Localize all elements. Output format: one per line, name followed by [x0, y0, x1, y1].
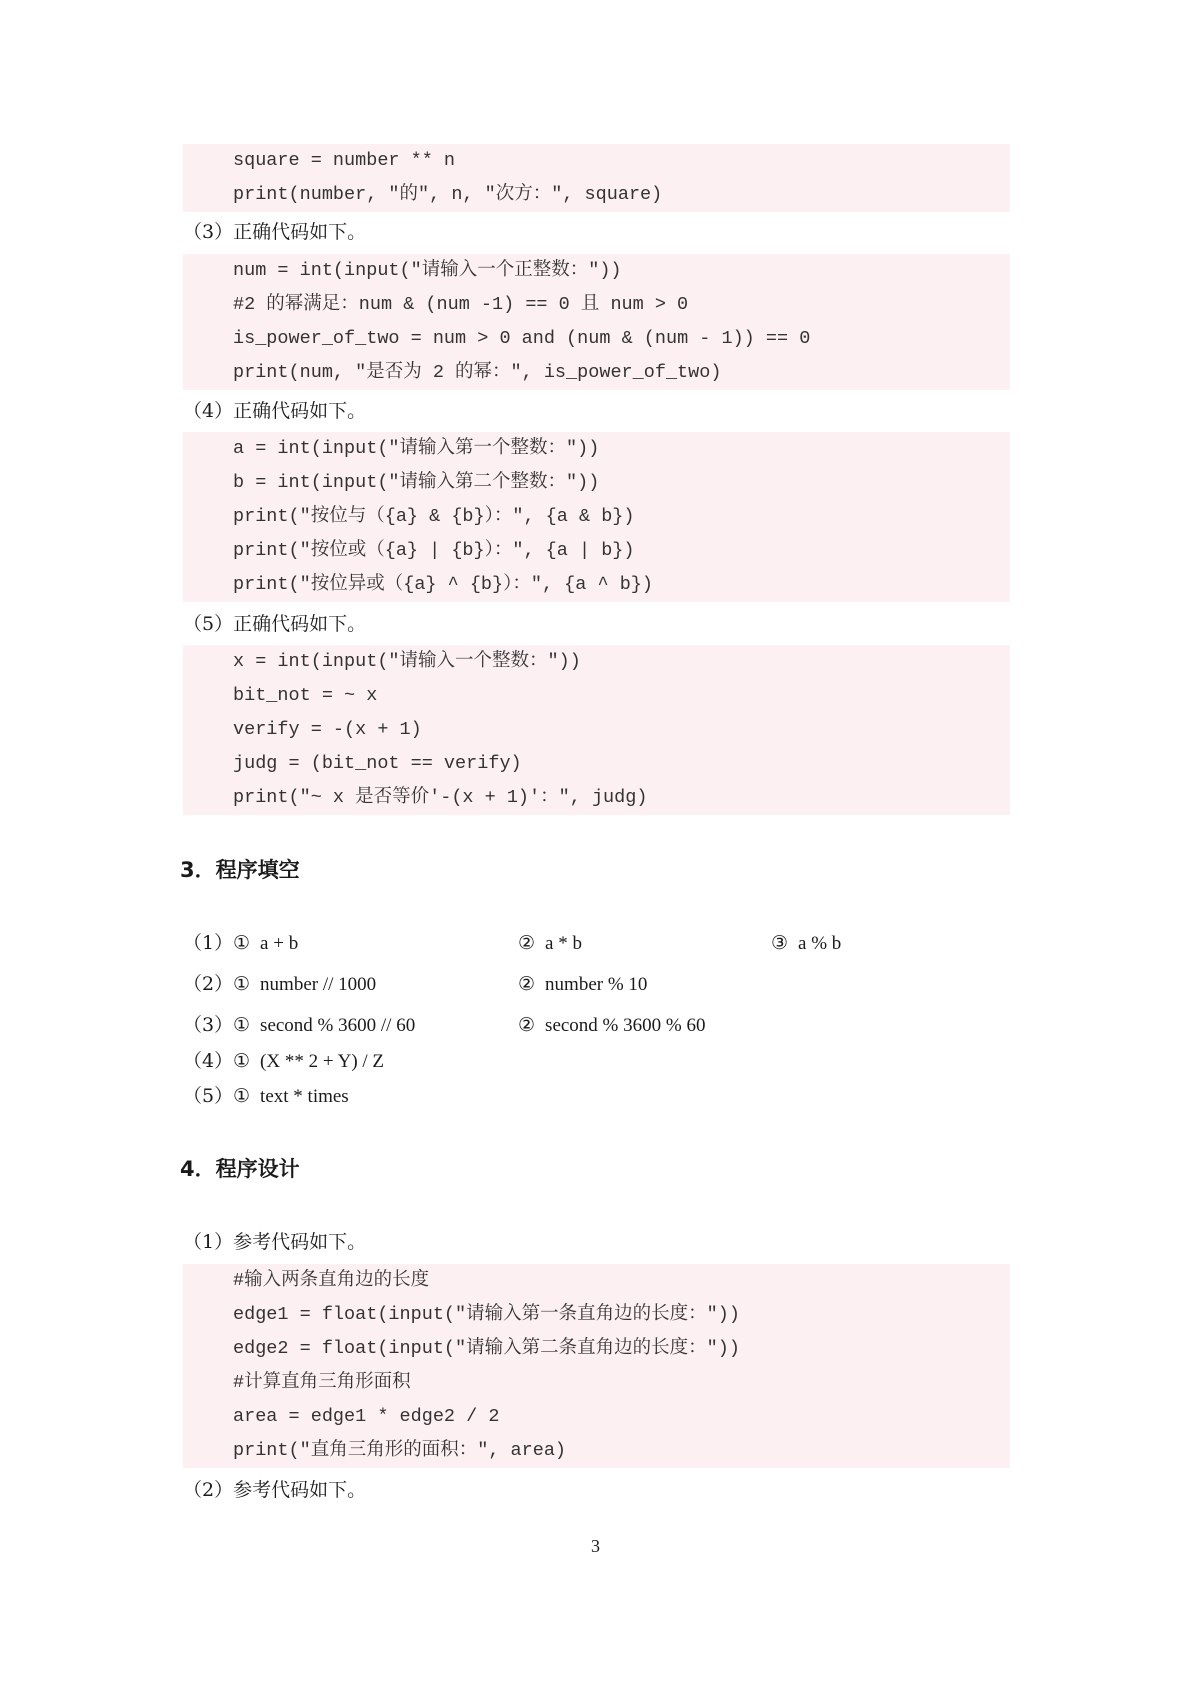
fill-answer: ② second % 3600 % 60	[518, 1014, 706, 1036]
caption-4: （4）正确代码如下。	[183, 400, 367, 422]
fill-answer: ② a * b	[518, 932, 582, 954]
code-line: print("按位异或（{a} ^ {b}）：", {a ^ b})	[233, 574, 653, 595]
page-number: 3	[591, 1536, 600, 1556]
fill-row-2	[183, 967, 1010, 1001]
fill-row-prefix: （4）	[183, 1050, 234, 1072]
code-line: judg = (bit_not == verify)	[233, 753, 522, 774]
fill-answer: ① (X ** 2 + Y) / Z	[233, 1050, 385, 1072]
fill-answer: ① second % 3600 // 60	[233, 1014, 416, 1036]
code-line: print("按位或（{a} | {b}）：", {a | b})	[233, 540, 635, 561]
fill-answer: ③ a % b	[771, 932, 842, 954]
code-line: print(num, "是否为 2 的幂：", is_power_of_two)	[233, 362, 722, 383]
code-line: num = int(input("请输入一个正整数："))	[233, 260, 622, 281]
code-line: bit_not = ~ x	[233, 685, 378, 706]
code-block-0	[183, 144, 1010, 212]
fill-row-5	[183, 1079, 1010, 1113]
code-line: print(number, "的", n, "次方：", square)	[233, 184, 663, 205]
section-4-heading: 4．程序设计	[180, 1157, 300, 1181]
code-line: edge1 = float(input("请输入第一条直角边的长度："))	[233, 1304, 740, 1325]
caption-design-1: （1）参考代码如下。	[183, 1231, 367, 1253]
fill-answer: ② number % 10	[518, 973, 648, 995]
fill-row-prefix: （2）	[183, 973, 234, 995]
fill-answer: ① text * times	[233, 1085, 349, 1107]
code-line: x = int(input("请输入一个整数："))	[233, 651, 581, 672]
caption-3: （3）正确代码如下。	[183, 221, 367, 243]
code-line: square = number ** n	[233, 150, 456, 171]
code-line: verify = -(x + 1)	[233, 719, 422, 740]
code-line: print("~ x 是否等价'-(x + 1)'：", judg)	[233, 787, 648, 808]
fill-row-3	[183, 1008, 1010, 1042]
code-line: print("直角三角形的面积：", area)	[233, 1440, 567, 1461]
fill-row-prefix: （5）	[183, 1085, 234, 1107]
code-line: #输入两条直角边的长度	[233, 1270, 430, 1291]
fill-answer: ① number // 1000	[233, 973, 377, 995]
section-3-heading: 3．程序填空	[180, 858, 300, 882]
code-line: #2 的幂满足：num & (num -1) == 0 且 num > 0	[233, 294, 689, 315]
fill-row-prefix: （1）	[183, 932, 234, 954]
fill-row-4	[183, 1044, 1010, 1078]
code-block-3	[183, 645, 1010, 815]
code-line: #计算直角三角形面积	[233, 1372, 411, 1393]
fill-row-1	[183, 926, 1010, 960]
fill-answer: ① a + b	[233, 932, 299, 954]
caption-design-2: （2）参考代码如下。	[183, 1479, 367, 1501]
caption-5: （5）正确代码如下。	[183, 613, 367, 635]
code-line: edge2 = float(input("请输入第二条直角边的长度："))	[233, 1338, 740, 1359]
code-line: is_power_of_two = num > 0 and (num & (num - 1)) == 0	[233, 328, 811, 349]
code-line: print("按位与（{a} & {b}）：", {a & b})	[233, 506, 635, 527]
code-line: area = edge1 * edge2 / 2	[233, 1406, 500, 1427]
code-line: b = int(input("请输入第二个整数："))	[233, 472, 600, 493]
code-line: a = int(input("请输入第一个整数："))	[233, 438, 600, 459]
code-block-design-1	[183, 1264, 1010, 1468]
fill-row-prefix: （3）	[183, 1014, 234, 1036]
code-block-1	[183, 254, 1010, 390]
code-block-2	[183, 432, 1010, 602]
